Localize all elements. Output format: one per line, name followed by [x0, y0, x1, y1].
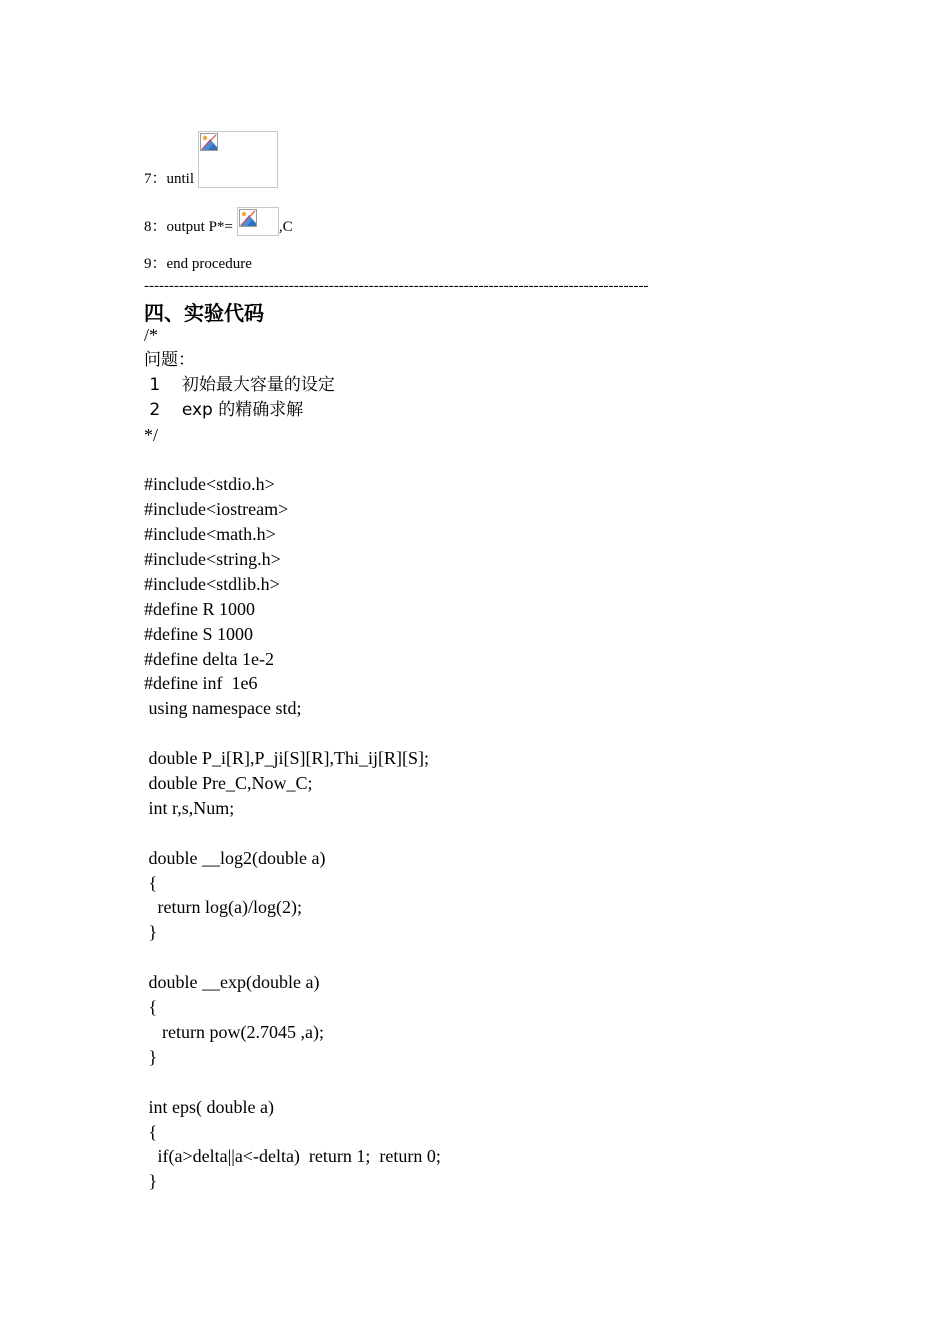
code-line: #define R 1000 — [144, 598, 255, 619]
code-line: return log(a)/log(2); — [144, 897, 302, 918]
broken-image-icon — [200, 133, 218, 151]
code-line: double Pre_C,Now_C; — [144, 773, 313, 794]
code-line: int r,s,Num; — [144, 797, 235, 818]
code-line: } — [144, 922, 158, 943]
broken-image-formula — [237, 207, 279, 236]
code-line: #include<iostream> — [144, 499, 289, 520]
dashed-divider: ----------------------------------------------------------------------------------------------------- — [144, 278, 649, 294]
code-line: 1 初始最大容量的设定 — [144, 374, 335, 395]
step-8-suffix: ,C — [278, 219, 293, 235]
code-line: using namespace std; — [144, 698, 302, 719]
code-line — [144, 447, 441, 472]
code-line: if(a>delta||a<-delta) return 1; return 0; — [144, 1146, 441, 1167]
code-block — [144, 323, 441, 1194]
code-line: double P_i[R],P_ji[S][R],Thi_ij[R][S]; — [144, 748, 429, 769]
code-line: /* — [144, 325, 159, 345]
code-line: #include<string.h> — [144, 549, 281, 570]
code-line: #include<stdio.h> — [144, 474, 275, 495]
code-line: #define delta 1e-2 — [144, 648, 274, 669]
code-line: double __log2(double a) — [144, 847, 326, 868]
code-line — [144, 821, 441, 846]
code-line: #include<stdlib.h> — [144, 573, 280, 594]
code-line: */ — [144, 424, 159, 445]
step-8-text: 8：output P*= — [144, 219, 233, 235]
step-9-text: 9：end procedure — [144, 256, 252, 272]
algorithm-step-9 — [144, 252, 252, 273]
broken-image-formula — [198, 131, 278, 188]
step-7-text: 7：until — [144, 171, 195, 187]
code-line: { — [144, 1121, 158, 1142]
code-line — [144, 1070, 441, 1095]
code-line: int eps( double a) — [144, 1096, 274, 1117]
algorithm-step-8 — [144, 207, 293, 236]
algorithm-step-7 — [144, 131, 278, 188]
code-line: { — [144, 997, 158, 1018]
code-line: #define S 1000 — [144, 623, 253, 644]
section-heading: 四、实验代码 — [144, 301, 264, 325]
code-line — [144, 721, 441, 746]
code-line: #define inf 1e6 — [144, 673, 258, 694]
code-line: } — [144, 1171, 158, 1192]
code-line — [144, 945, 441, 970]
code-line: 2 exp 的精确求解 — [144, 399, 304, 420]
code-line: return pow(2.7045 ,a); — [144, 1021, 324, 1042]
code-line: 问题： — [144, 349, 195, 370]
code-line: { — [144, 872, 158, 893]
code-line: } — [144, 1046, 158, 1067]
broken-image-icon — [239, 209, 257, 227]
code-line: #include<math.h> — [144, 524, 276, 545]
code-line: double __exp(double a) — [144, 972, 320, 993]
